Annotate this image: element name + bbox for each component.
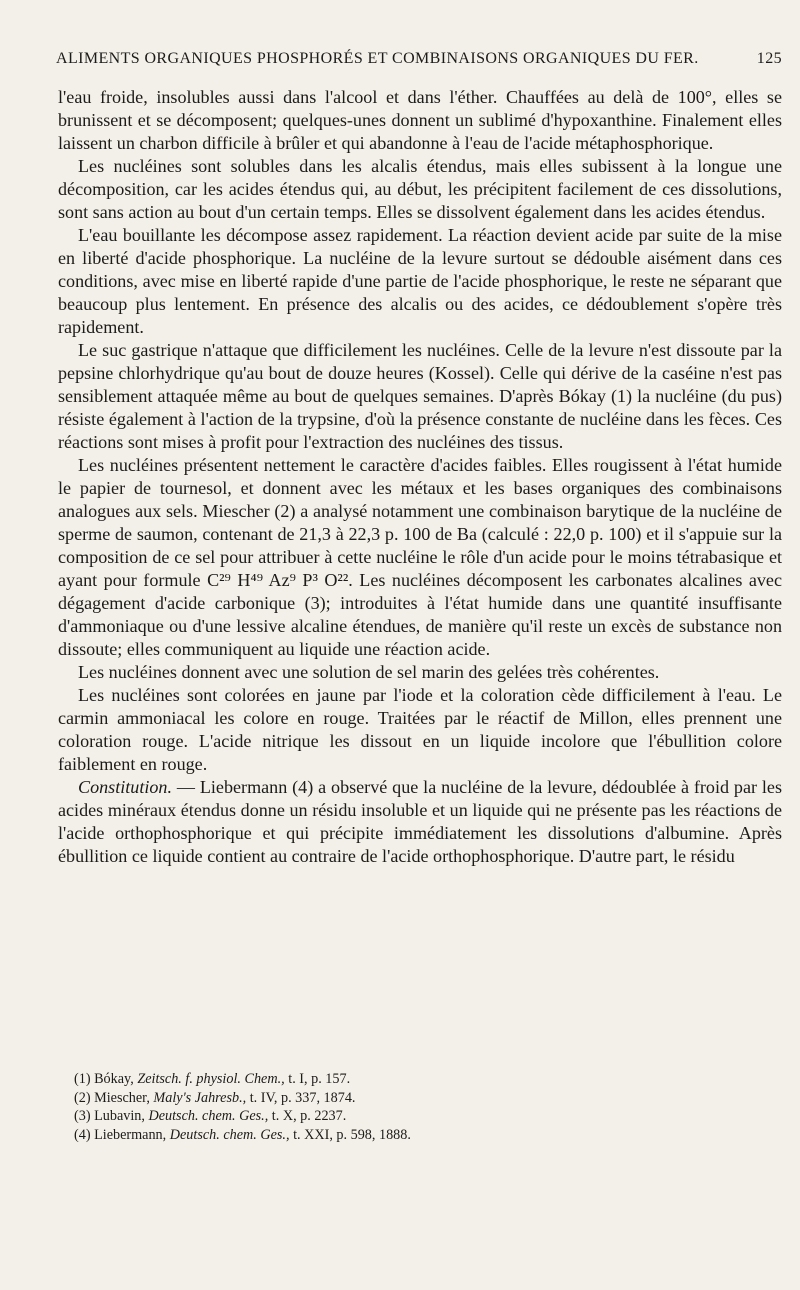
footnote-mark: (1) xyxy=(74,1071,91,1087)
footnote-ref: t. I, p. 157. xyxy=(288,1071,351,1087)
paragraph-8 xyxy=(58,776,782,868)
paragraph-2: Les nucléines sont solubles dans les alcalis étendus, mais elles subissent à la longue une décomposition, car les acides étendus qui, au début, les précipitent facilement de ces dissolutions, sont sans action au bout d'un certain temps. Elles se dissolvent également dans les acides étendus. xyxy=(58,156,782,222)
paragraph-3: L'eau bouillante les décompose assez rapidement. La réaction devient acide par suite de la mise en liberté d'acide phosphorique. La nucléine de la levure surtout se dédouble aisément dans ces conditions, avec mise en liberté rapide d'une partie de l'acide phosphorique, le reste ne séparant que beaucoup plus lentement. En présence des alcalis ou des acides, ce dédoublement s'opère très rapidement. xyxy=(58,225,782,337)
footnote-source: Zeitsch. f. physiol. Chem., xyxy=(137,1071,285,1087)
footnote-author: Liebermann, xyxy=(94,1126,167,1143)
paragraph-1: l'eau froide, insolubles aussi dans l'alcool et dans l'éther. Chauffées au delà de 100°, elles se brunissent et se décomposent; quelques-unes donnent un sublimé d'hypoxanthine. Finalement elles laissent un charbon difficile à brûler et qui abandonne à l'eau de l'acide métaphosphorique. xyxy=(58,87,782,153)
footnote-author: Bókay, xyxy=(94,1071,134,1087)
footnote-source: Deutsch. chem. Ges., xyxy=(148,1108,269,1124)
footnote-ref: t. X, p. 2237. xyxy=(271,1108,347,1124)
footnote-source: Deutsch. chem. Ges., xyxy=(169,1126,290,1143)
footnotes xyxy=(74,1070,760,1144)
running-head-title: ALIMENTS ORGANIQUES PHOSPHORÉS ET COMBINAISONS ORGANIQUES DU FER. xyxy=(56,50,699,67)
footnote-1 xyxy=(74,1070,760,1089)
section-heading-constitution: Constitution. xyxy=(78,777,173,797)
paragraph-7: Les nucléines sont colorées en jaune par l'iode et la coloration cède difficilement à l'eau. Le carmin ammoniacal les colore en rouge. Traitées par le réactif de Millon, elles prennent une coloration rouge. L'acide nitrique les dissout en un liquide incolore que l'ébullition colore faiblement en rouge. xyxy=(58,685,782,774)
footnote-mark: (4) xyxy=(74,1126,91,1143)
running-head xyxy=(56,50,782,68)
paragraph-4: Le suc gastrique n'attaque que difficilement les nucléines. Celle de la levure n'est dissoute par la pepsine chlorhydrique qu'au bout de douze heures (Kossel). Celle qui dérive de la caséine n'est pas sensiblement attaquée même au bout de quelques semaines. D'après Bókay (1) la nucléine (du pus) résiste également à l'action de la trypsine, d'où la présence constante de nucléine dans les fèces. Ces réactions sont mises à profit pour l'extraction des nucléines des tissus. xyxy=(58,340,782,452)
page-number: 125 xyxy=(756,50,782,67)
footnote-ref: t. IV, p. 337, 1874. xyxy=(249,1089,356,1106)
footnote-author: Lubavin, xyxy=(94,1108,145,1124)
footnote-author: Miescher, xyxy=(94,1089,150,1106)
paragraph-8-text: — Liebermann (4) a observé que la nucléine de la levure, dédoublée à froid par les acides minéraux étendus donne un résidu insoluble et un liquide qui ne présente pas les réactions de l'acide orthophosphorique et qui précipite immédiatement les dissolutions d'albumine. Après ébullition ce liquide contient au contraire de l'acide orthophosphorique. D'autre part, le résidu xyxy=(58,777,782,866)
footnote-3 xyxy=(74,1107,760,1126)
body-text xyxy=(58,86,782,868)
footnote-mark: (2) xyxy=(74,1089,91,1106)
footnote-ref: t. XXI, p. 598, 1888. xyxy=(293,1126,411,1143)
footnote-2 xyxy=(74,1089,760,1108)
paragraph-6: Les nucléines donnent avec une solution de sel marin des gelées très cohérentes. xyxy=(78,662,660,682)
footnote-source: Maly's Jahresb., xyxy=(153,1089,247,1106)
paragraph-5: Les nucléines présentent nettement le caractère d'acides faibles. Elles rougissent à l'état humide le papier de tournesol, et donnent avec les métaux et les bases organiques des combinaisons analogues aux sels. Miescher (2) a analysé notamment une combinaison barytique de la nucléine de sperme de saumon, contenant de 21,3 à 22,3 p. 100 de Ba (calculé : 22,0 p. 100) et il s'appuie sur la composition de ce sel pour attribuer à cette nucléine le rôle d'un acide pour le moins tétrabasique et ayant pour formule C²⁹ H⁴⁹ Az⁹ P³ O²². Les nucléines décomposent les carbonates alcalines avec dégagement d'acide carbonique (3); introduites à l'état humide dans une quantité insuffisante d'ammoniaque ou d'une lessive alcaline étendues, de manière qu'il reste un excès de substance non dissoute; elles communiquent au liquide une réaction acide. xyxy=(58,455,782,659)
footnote-4 xyxy=(74,1126,760,1145)
footnote-mark: (3) xyxy=(74,1108,91,1124)
